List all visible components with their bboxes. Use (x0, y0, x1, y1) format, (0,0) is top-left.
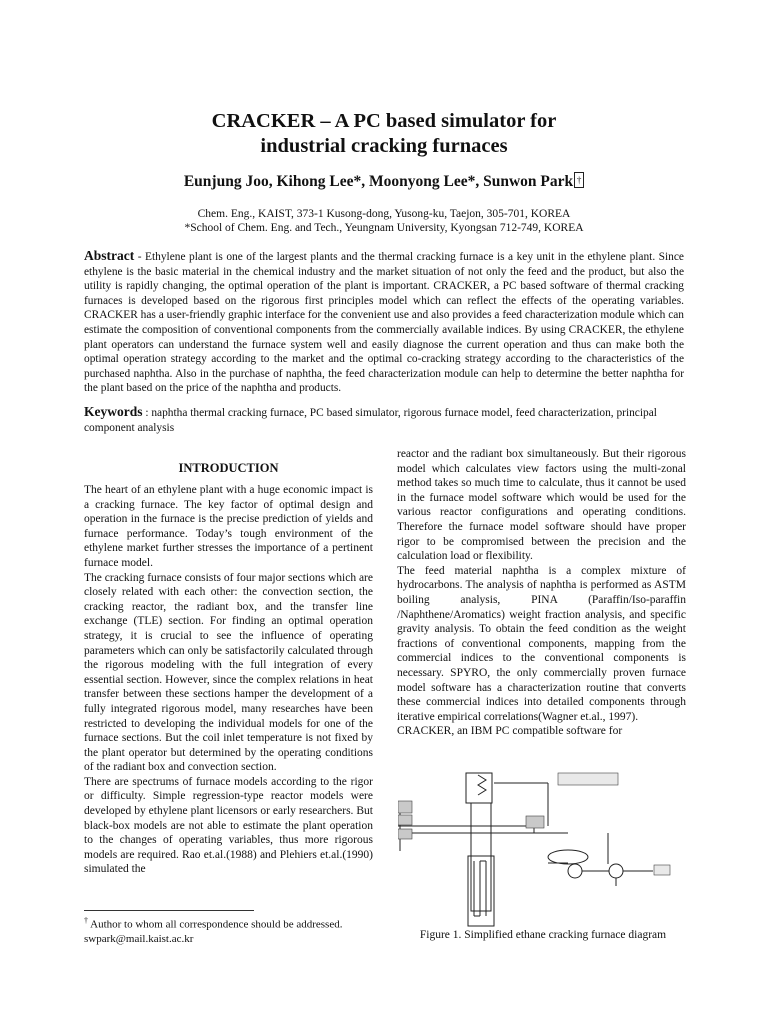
footnote-rule (84, 910, 254, 911)
affiliation-1: Chem. Eng., KAIST, 373-1 Kusong-dong, Yusong-ku, Taejon, 305-701, KOREA (197, 208, 571, 220)
corresponding-author-mark: † (574, 172, 584, 188)
label-box (558, 773, 618, 785)
furnace-diagram (398, 771, 688, 927)
author-list (84, 172, 684, 192)
stack-box (466, 773, 492, 803)
title-line-1: CRACKER – A PC based simulator for (211, 110, 557, 132)
left-column (84, 483, 373, 877)
affiliation-2: *School of Chem. Eng. and Tech., Yeungnam University, Kyongsan 712-749, KOREA (184, 222, 584, 234)
steam-drum (548, 850, 588, 864)
keywords-label: Keywords (84, 404, 143, 419)
section-heading-introduction: INTRODUCTION (178, 461, 279, 475)
figure-caption: Figure 1. Simplified ethane cracking furnace diagram (419, 929, 667, 941)
footnote-email: swpark@mail.kaist.ac.kr (84, 933, 194, 946)
footnote-text: Author to whom all correspondence should be addressed. (88, 918, 343, 931)
abstract-text: - Ethylene plant is one of the largest plants and the thermal cracking furnace is a key unit in the ethylene plant. Since ethylene is the basic material in the chemical industry and the market situation of not only the feed and the product, but also the utility is rapidly changing, the optimal operation of the plant is important. CRACKER, a PC based software of thermal cracking furnaces is developed based on the rigorous first principles model which can reflect the effects of the operating variables. CRACKER has a user-friendly graphic interface for the convenient use and also provides a feed characterization module which can estimate the composition of conventional components from the commercially available indices. By using CRACKER, the ethylene plant operators can understand the furnace system well and easily diagnose the current operation and thus can make both the optimal operation strategy according to the market and the optimal co-cracking strategy according to the characteristics of the purchased naphtha. Also in the purchase of naphtha, the feed characterization module can help to determine the better naphtha for the plant based on the price of the naphtha and products. (84, 251, 684, 395)
abstract (84, 249, 684, 396)
right-paragraph-1: reactor and the radiant box simultaneously. But their rigorous model which calculates view factors using the multi-zonal method takes so much time to calculate, thus it cannot be used in the furnace model software which would be used for the various reactor configurations and operating conditions. Therefore the furnace model software should have proper rigor to be compromised between the precision and the calculation load or flexibility. (397, 448, 686, 563)
steam-inlet-block (398, 815, 412, 825)
intro-paragraph-2: The cracking furnace consists of four major sections which are closely related with each other: the convection section, the cracking reactor, the radiant box, and the transfer line exchange (TLE) section. For finding an optimal operation strategy, it is crucial to see the influence of operating parameters which can only be satisfactorily calculated through the rigorous modeling with the full integration of every essential section. However, since the complex relations in heat transfer between these sections hamper the development of a fully integrated rigorous model, many researches have been restricted to developing the individual models for one of the furnace sections. But the coil inlet temperature is not fixed by the plant operator but determined by the operating conditions of the radiant box and convection section. (84, 571, 373, 774)
quench-exchanger (609, 864, 623, 878)
right-column (397, 447, 686, 739)
tle-exchanger (568, 864, 582, 878)
abstract-label: Abstract (84, 248, 135, 263)
title-line-2: industrial cracking furnaces (260, 135, 508, 157)
radiant-coil (474, 861, 486, 916)
fuel-inlet-block (398, 829, 412, 839)
footnote-mark: † (84, 916, 88, 925)
convection-coil (478, 775, 486, 795)
right-paragraph-3: CRACKER, an IBM PC compatible software for (397, 725, 623, 738)
intro-paragraph-3: There are spectrums of furnace models according to the rigor or difficulty. Simple regression-type reactor models were developed by ethylene plant licensors or early researchers. But black-box models are not able to estimate the plant operation to the changes of operating variables, thus more rigorous models are required. Rao et.al.(1988) and Plehiers et.al.(1990) simulated the (84, 775, 373, 876)
furnace-diagram-figure (398, 771, 688, 927)
intro-paragraph-1: The heart of an ethylene plant with a huge economic impact is a cracking furnace. The key factor of optimal design and operation in the furnace is the precise prediction of yields and furnace performance. Today’s tough environment of the ethylene market further stresses the importance of a pertinent furnace model. (84, 484, 373, 569)
feed-inlet-block (398, 801, 412, 813)
keywords-text: : naphtha thermal cracking furnace, PC based simulator, rigorous furnace model, feed characterization, principal component analysis (84, 407, 657, 434)
paper-title (84, 109, 684, 159)
radiant-box (468, 856, 494, 926)
keywords (84, 405, 684, 435)
drum-block (526, 816, 544, 828)
product-box (654, 865, 670, 875)
footnote (84, 914, 384, 947)
author-names: Eunjung Joo, Kihong Lee*, Moonyong Lee*, Sunwon Park (183, 173, 574, 190)
right-paragraph-2: The feed material naphtha is a complex mixture of hydrocarbons. The analysis of naphtha is performed as ASTM boiling analysis, PINA (Paraffin/Iso-paraffin /Naphthene/Aromatics) weight fraction analysis, and specific gravity analysis. To obtain the feed condition as the weight fractions of conventional components, mapping from the commercial indices to the conventional components is necessary. SPYRO, the only commercially proven furnace model software has a characterization routine that converts these commercial indices into detailed components through iterative empirical correlations(Wagner et.al., 1997). (397, 564, 686, 723)
